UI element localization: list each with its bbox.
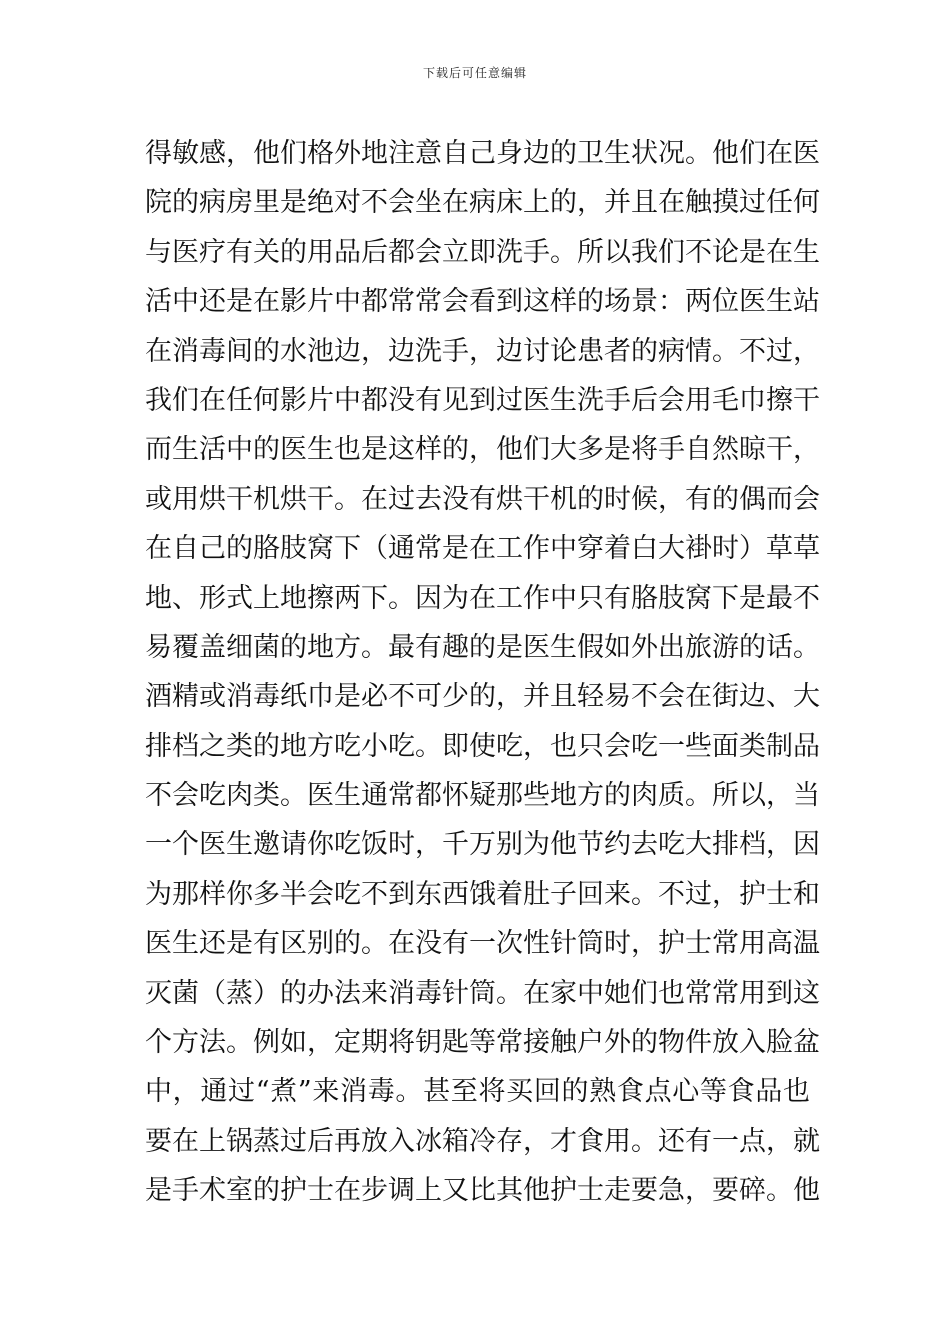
text-line: 我们在任何影片中都没有见到过医生洗手后会用毛巾擦干 <box>145 384 820 416</box>
text-line: 一个医生邀请你吃饭时，千万别为他节约去吃大排档，因 <box>145 829 820 861</box>
text-line: 在自己的胳肢窝下（通常是在工作中穿着白大褂时）草草 <box>145 533 820 565</box>
text-line: 在消毒间的水池边，边洗手，边讨论患者的病情。不过， <box>145 335 820 367</box>
text-line: 要在上锅蒸过后再放入冰箱冷存，才食用。还有一点，就 <box>145 1125 820 1157</box>
text-line: 活中还是在影片中都常常会看到这样的场景：两位医生站 <box>145 286 820 318</box>
text-line: 院的病房里是绝对不会坐在病床上的，并且在触摸过任何 <box>145 187 820 219</box>
text-line: 排档之类的地方吃小吃。即使吃，也只会吃一些面类制品 <box>145 730 820 762</box>
body-text <box>145 129 820 1216</box>
text-line: 灭菌（蒸）的办法来消毒针筒。在家中她们也常常用到这 <box>145 977 820 1009</box>
text-line: 易覆盖细菌的地方。最有趣的是医生假如外出旅游的话。 <box>145 631 820 663</box>
text-line: 而生活中的医生也是这样的，他们大多是将手自然晾干， <box>145 434 820 466</box>
text-line: 个方法。例如，定期将钥匙等常接触户外的物件放入脸盆 <box>145 1027 820 1059</box>
text-line: 与医疗有关的用品后都会立即洗手。所以我们不论是在生 <box>145 236 820 268</box>
text-line: 得敏感，他们格外地注意自己身边的卫生状况。他们在医 <box>145 138 820 169</box>
page-header: 下载后可任意编辑 <box>422 66 527 80</box>
text-line: 或用烘干机烘干。在过去没有烘干机的时候，有的偶而会 <box>145 483 820 515</box>
text-line: 是手术室的护士在步调上又比其他护士走要急，要碎。他 <box>145 1175 820 1207</box>
text-line: 不会吃肉类。医生通常都怀疑那些地方的肉质。所以，当 <box>145 780 820 812</box>
text-line: 地、形式上地擦两下。因为在工作中只有胳肢窝下是最不 <box>145 582 820 614</box>
text-line: 酒精或消毒纸巾是必不可少的，并且轻易不会在街边、大 <box>145 681 820 713</box>
text-line: 中，通过“煮”来消毒。甚至将买回的熟食点心等食品也 <box>145 1076 810 1108</box>
text-line: 医生还是有区别的。在没有一次性针筒时，护士常用高温 <box>145 928 820 960</box>
text-line: 为那样你多半会吃不到东西饿着肚子回来。不过，护士和 <box>145 878 820 910</box>
